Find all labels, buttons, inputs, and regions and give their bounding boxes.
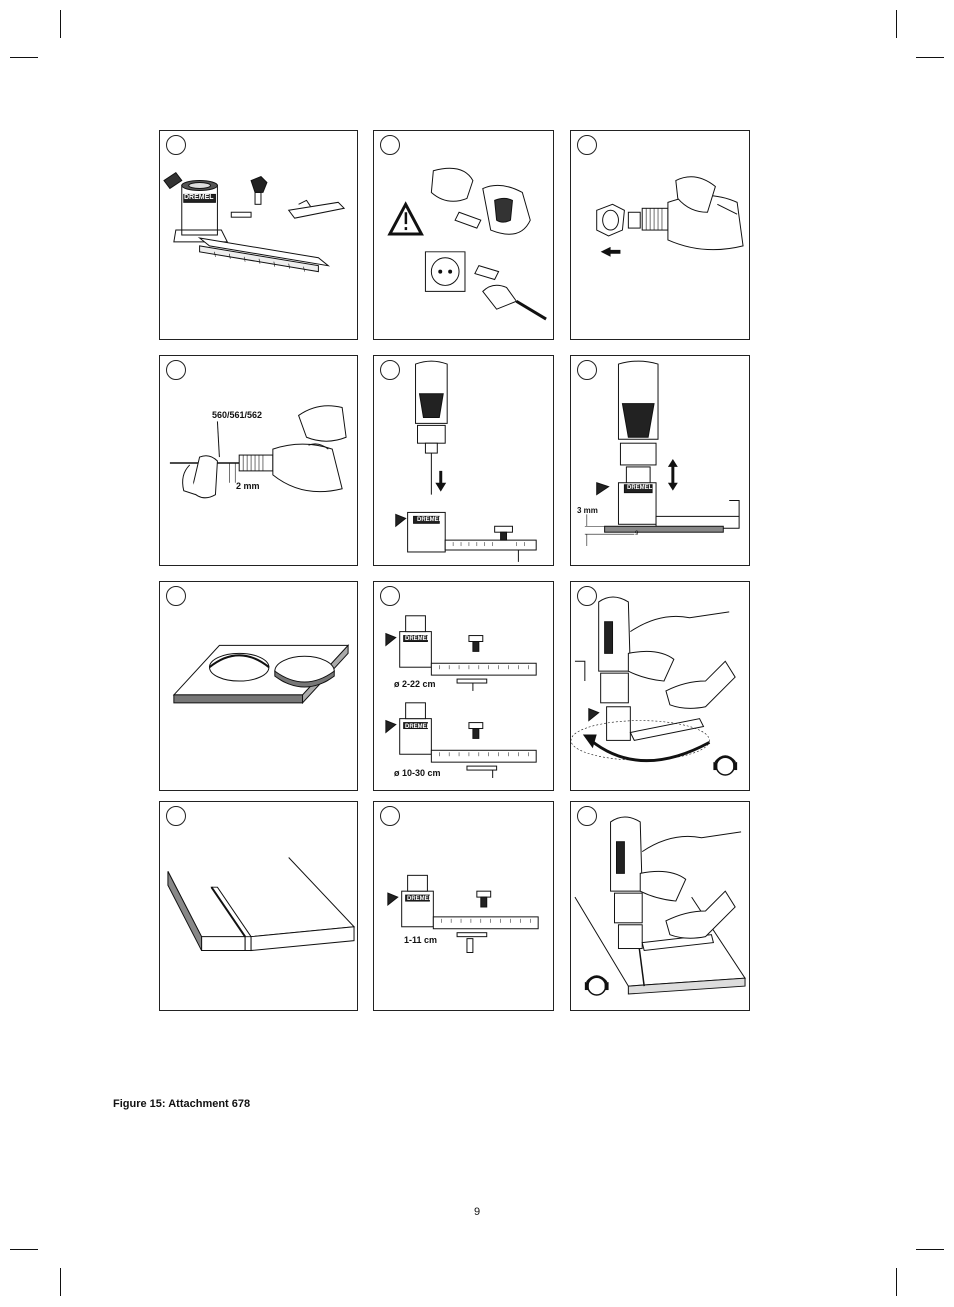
insert-bit-illustration (160, 356, 357, 565)
figure-caption: Figure 15: Attachment 678 (113, 1098, 251, 1110)
page-number: 9 (473, 1206, 481, 1218)
range-large-label: ø 10-30 cm (394, 768, 441, 778)
set-depth-illustration (571, 356, 749, 565)
bit-model-label: 560/561/562 (212, 410, 263, 420)
ear-protection-icon (713, 756, 737, 775)
straight-cutting-in-use-illustration (571, 802, 749, 1010)
circle-cutting-in-use-illustration (571, 582, 749, 790)
crop-mark (896, 1268, 897, 1296)
panel-10 (159, 801, 358, 1011)
brand-label: DREMEL (405, 636, 431, 642)
mount-tool-illustration (374, 356, 553, 565)
panel-9 (570, 581, 750, 791)
unplug-illustration (374, 131, 553, 339)
panel-5 (373, 355, 554, 566)
brand-label: DREMEL (627, 485, 653, 491)
crop-mark (10, 57, 38, 58)
panel-11 (373, 801, 554, 1011)
crop-mark (10, 1249, 38, 1250)
panel-8 (373, 581, 554, 791)
panel-6 (570, 355, 750, 566)
small-mark: 9 (635, 531, 639, 537)
panel-2 (373, 130, 554, 340)
dimension-label: 2 mm (236, 481, 260, 491)
panel-7 (159, 581, 358, 791)
crop-mark (896, 10, 897, 38)
crop-mark (916, 1249, 944, 1250)
brand-label: DREMEL (405, 724, 431, 730)
attachment-parts-illustration (160, 131, 357, 339)
brand-label: DREMEL (184, 194, 214, 201)
remove-nose-cap-illustration (571, 131, 749, 339)
crop-mark (916, 57, 944, 58)
crop-mark (60, 10, 61, 38)
straight-edge-setting-illustration (374, 802, 553, 1010)
ear-protection-icon (585, 976, 609, 995)
panel-4 (159, 355, 358, 566)
brand-label: DREMEL (407, 896, 433, 902)
brand-label: DREMEL (417, 517, 443, 523)
warning-triangle-icon (390, 204, 422, 234)
crop-mark (60, 1268, 61, 1296)
range-label: 1-11 cm (404, 935, 438, 945)
range-small-label: ø 2-22 cm (394, 679, 436, 689)
depth-label: 3 mm (577, 506, 598, 515)
panel-3 (570, 130, 750, 340)
panel-1 (159, 130, 358, 340)
cut-circle-result-illustration (160, 582, 357, 790)
straight-cut-result-illustration (160, 802, 357, 1010)
panel-12 (570, 801, 750, 1011)
